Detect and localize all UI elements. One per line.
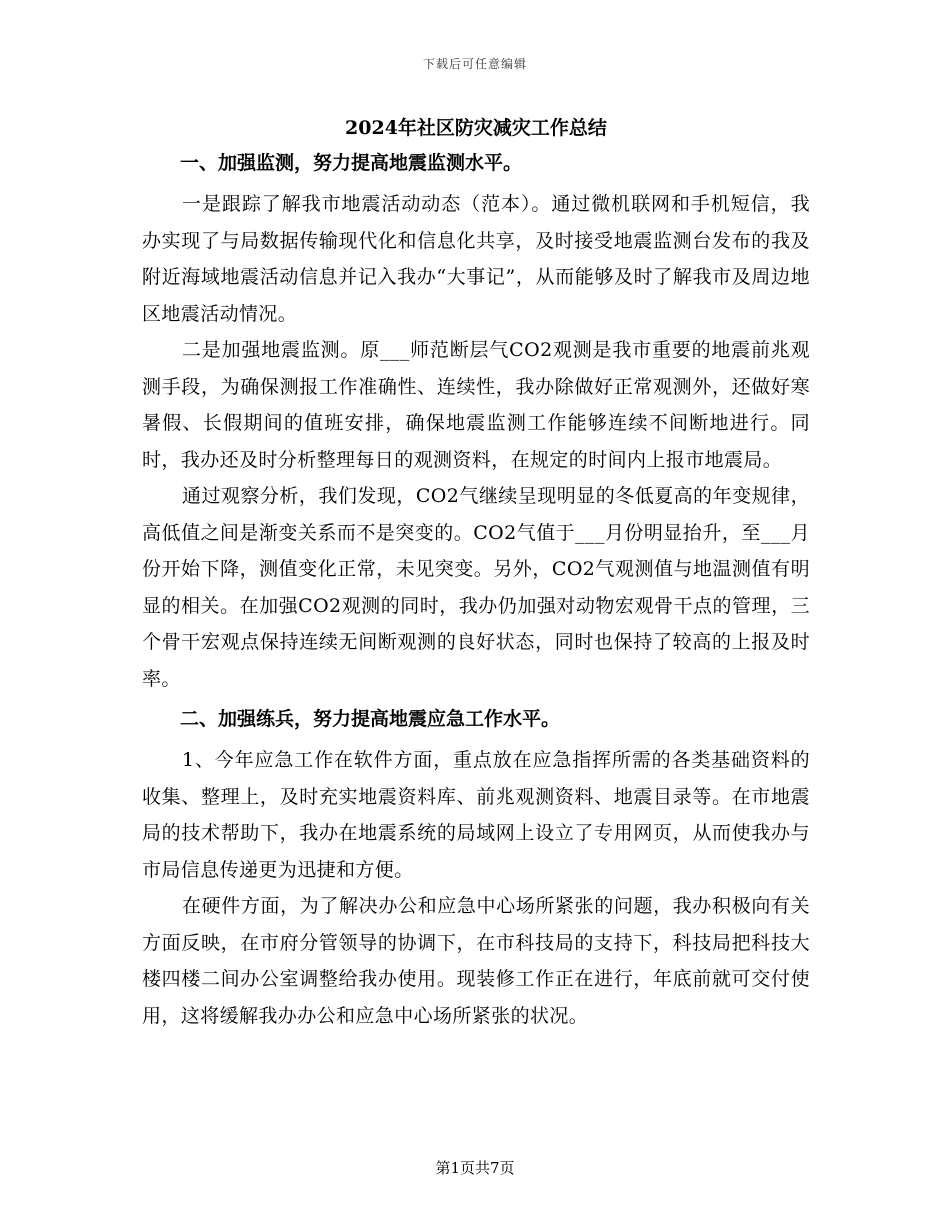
paragraph: 一是跟踪了解我市地震活动动态（范本）。通过微机联网和手机短信，我办实现了与局数据传输现代化和信息化共享，及时接受地震监测台发布的我及附近海域地震活动信息并记入我办“大事记”，从而能够及时了解我市及周边地区地震活动情况。 bbox=[142, 193, 810, 325]
paragraph: 通过观察分析，我们发现，CO2气继续呈现明显的冬低夏高的年变规律，高低值之间是渐变关系而不是突变的。CO2气值于___月份明显抬升，至___月份开始下降，测值变化正常，未见突变。另外，CO2气观测值与地温测值有明显的相关。在加强CO2观测的同时，我办仍加强对动物宏观骨干点的管理，三个骨干宏观点保持连续无间断观测的良好状态，同时也保持了较高的上报及时率。 bbox=[142, 485, 810, 690]
section-heading-1: 一、加强监测，努力提高地震监测水平。 bbox=[180, 152, 523, 174]
page-number: 第1页共7页 bbox=[435, 1159, 515, 1177]
document-body bbox=[142, 112, 810, 1034]
header-note: 下载后可任意编辑 bbox=[422, 57, 527, 71]
paragraph: 1、今年应急工作在软件方面，重点放在应急指挥所需的各类基础资料的收集、整理上，及时充实地震资料库、前兆观测资料、地震目录等。在市地震局的技术帮助下，我办在地震系统的局域网上设立了专用网页，从而使我办与市局信息传递更为迅捷和方便。 bbox=[142, 749, 810, 881]
section-heading-2: 二、加强练兵，努力提高地震应急工作水平。 bbox=[180, 708, 561, 730]
paragraph: 在硬件方面，为了解决办公和应急中心场所紧张的问题，我办积极向有关方面反映，在市府分管领导的协调下，在市科技局的支持下，科技局把科技大楼四楼二间办公室调整给我办使用。现装修工作正在进行，年底前就可交付使用，这将缓解我办办公和应急中心场所紧张的状况。 bbox=[142, 895, 810, 1027]
document-title: 2024年社区防灾减灾工作总结 bbox=[345, 117, 607, 139]
paragraph: 二是加强地震监测。原___师范断层气CO2观测是我市重要的地震前兆观测手段，为确保测报工作准确性、连续性，我办除做好正常观测外，还做好寒暑假、长假期间的值班安排，确保地震监测工作能够连续不间断地进行。同时，我办还及时分析整理每日的观测资料，在规定的时间内上报市地震局。 bbox=[142, 339, 810, 471]
